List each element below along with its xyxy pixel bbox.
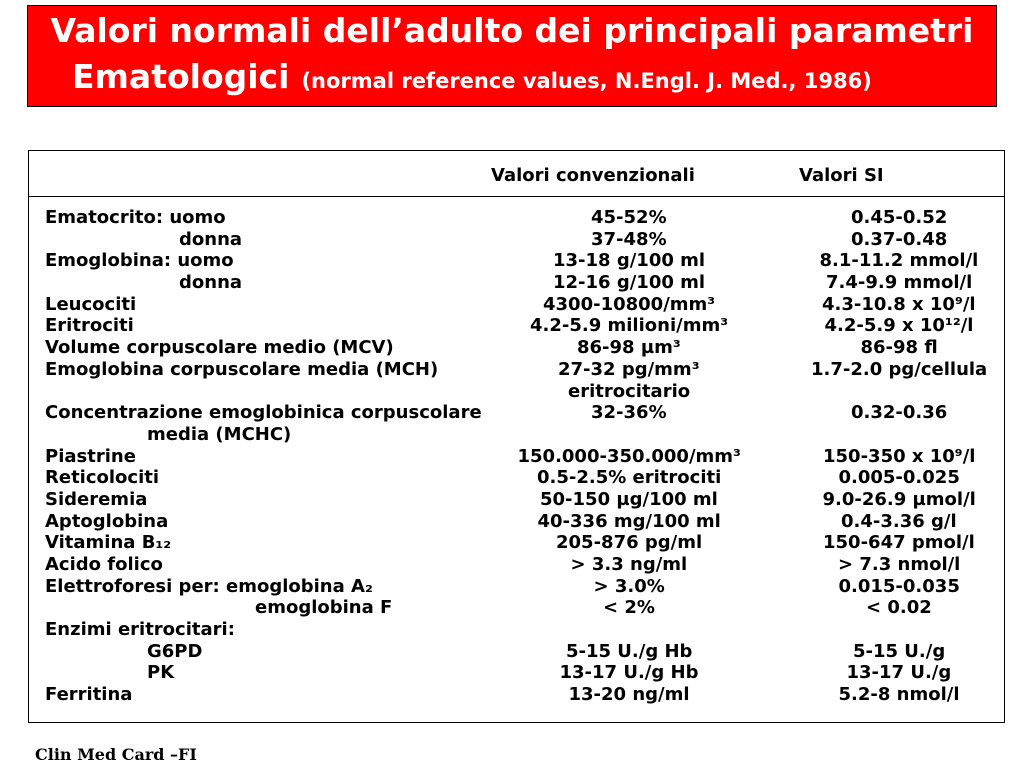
- si-value: 0.37-0.48: [851, 228, 948, 250]
- parameter-label: Reticolociti: [45, 467, 160, 489]
- parameter-label: Enzimi eritrocitari:: [45, 619, 235, 641]
- table-row: [29, 597, 1004, 619]
- parameter-label: donna: [179, 228, 243, 250]
- table-row: [29, 511, 1004, 533]
- si-value: 8.1-11.2 mmol/l: [819, 250, 979, 272]
- title-subtitle: (normal reference values, N.Engl. J. Med., 1986): [301, 69, 872, 93]
- si-value: < 0.02: [866, 597, 932, 619]
- si-value: 0.32-0.36: [851, 402, 948, 424]
- parameter-label: Ematocrito: uomo: [45, 207, 226, 228]
- header-conventional: Valori convenzionali: [491, 165, 695, 186]
- si-value: 9.0-26.9 µmol/l: [822, 488, 976, 510]
- table-row: [29, 446, 1004, 468]
- conventional-value: eritrocitario: [568, 380, 691, 402]
- conventional-value: 32-36%: [591, 402, 667, 424]
- parameter-label: PK: [147, 662, 175, 684]
- conventional-value: > 3.3 ng/ml: [570, 554, 688, 575]
- reference-values-table: [28, 150, 1005, 723]
- parameter-label: media (MCHC): [147, 423, 292, 445]
- table-row: [29, 294, 1004, 316]
- parameter-label: Vitamina B₁₂: [45, 532, 172, 554]
- table-body: [29, 207, 1004, 706]
- si-value: 5-15 U./g: [853, 640, 946, 662]
- parameter-label: donna: [179, 272, 243, 294]
- footer-source: Clin Med Card –FI: [35, 745, 197, 764]
- title-main: Ematologici: [72, 57, 290, 96]
- si-value: 0.4-3.36 g/l: [841, 510, 957, 532]
- conventional-value: 40-336 mg/100 ml: [537, 510, 721, 532]
- table-row: [29, 576, 1004, 598]
- table-header: [29, 151, 1004, 197]
- conventional-value: 27-32 pg/mm³: [558, 358, 700, 380]
- table-row: [29, 359, 1004, 381]
- header-si: Valori SI: [799, 165, 884, 186]
- parameter-label: Volume corpuscolare medio (MCV): [45, 337, 394, 359]
- conventional-value: 150.000-350.000/mm³: [517, 445, 741, 467]
- parameter-label: Eritrociti: [45, 315, 134, 337]
- conventional-value: 4300-10800/mm³: [543, 293, 716, 315]
- table-row: [29, 532, 1004, 554]
- table-row: [29, 272, 1004, 294]
- table-row: [29, 315, 1004, 337]
- si-value: 1.7-2.0 pg/cellula: [811, 358, 988, 380]
- table-row: [29, 662, 1004, 684]
- table-row: [29, 229, 1004, 251]
- table-row: [29, 489, 1004, 511]
- conventional-value: 205-876 pg/ml: [556, 532, 703, 554]
- si-value: 86-98 fl: [860, 337, 938, 359]
- parameter-label: G6PD: [147, 640, 203, 662]
- conventional-value: 50-150 µg/100 ml: [540, 488, 718, 510]
- si-value: 4.3-10.8 x 10⁹/l: [822, 293, 976, 315]
- si-value: 13-17 U./g: [846, 662, 952, 684]
- parameter-label: Sideremia: [45, 488, 148, 510]
- parameter-label: Concentrazione emoglobinica corpuscolare: [45, 402, 482, 424]
- si-value: 150-647 pmol/l: [823, 532, 975, 554]
- title-line-2: [72, 58, 872, 100]
- conventional-value: 4.2-5.9 milioni/mm³: [530, 315, 729, 337]
- parameter-label: Emoglobina corpuscolare media (MCH): [45, 358, 439, 380]
- parameter-label: Ferritina: [45, 684, 133, 706]
- table-row: [29, 641, 1004, 663]
- parameter-label: emoglobina F: [255, 597, 393, 619]
- table-row: [29, 402, 1004, 424]
- conventional-value: 12-16 g/100 ml: [553, 272, 706, 294]
- conventional-value: 45-52%: [591, 207, 667, 228]
- table-row: [29, 337, 1004, 359]
- parameter-label: Emoglobina: uomo: [45, 250, 234, 272]
- conventional-value: 37-48%: [591, 228, 667, 250]
- conventional-value: 13-20 ng/ml: [568, 684, 690, 706]
- conventional-value: 0.5-2.5% eritrociti: [537, 467, 722, 489]
- table-row: [29, 684, 1004, 706]
- title-banner: [27, 5, 997, 107]
- si-value: 5.2-8 nmol/l: [838, 684, 960, 706]
- table-row: [29, 619, 1004, 641]
- si-value: 0.005-0.025: [838, 467, 960, 489]
- parameter-label: Leucociti: [45, 293, 137, 315]
- si-value: > 7.3 nmol/l: [838, 554, 961, 575]
- si-value: 7.4-9.9 mmol/l: [826, 272, 973, 294]
- si-value: 4.2-5.9 x 10¹²/l: [824, 315, 974, 337]
- conventional-value: 5-15 U./g Hb: [566, 640, 693, 662]
- table-row: [29, 207, 1004, 229]
- title-line-1: Valori normali dell’adulto dei principali parametri: [50, 11, 974, 50]
- parameter-label: Piastrine: [45, 445, 136, 467]
- conventional-value: 13-18 g/100 ml: [553, 250, 706, 272]
- si-value: 150-350 x 10⁹/l: [823, 445, 976, 467]
- conventional-value: 86-98 µm³: [577, 337, 681, 359]
- si-value: 0.015-0.035: [838, 575, 960, 597]
- parameter-label: Acido folico: [45, 554, 163, 575]
- table-row: [29, 250, 1004, 272]
- table-row: [29, 467, 1004, 489]
- table-row: [29, 424, 1004, 446]
- conventional-value: > 3.0%: [593, 575, 665, 597]
- conventional-value: < 2%: [603, 597, 655, 619]
- table-row: [29, 381, 1004, 403]
- parameter-label: Aptoglobina: [45, 510, 169, 532]
- table-row: [29, 554, 1004, 576]
- parameter-label: Elettroforesi per: emoglobina A₂: [45, 575, 373, 597]
- conventional-value: 13-17 U./g Hb: [559, 662, 699, 684]
- si-value: 0.45-0.52: [851, 207, 948, 228]
